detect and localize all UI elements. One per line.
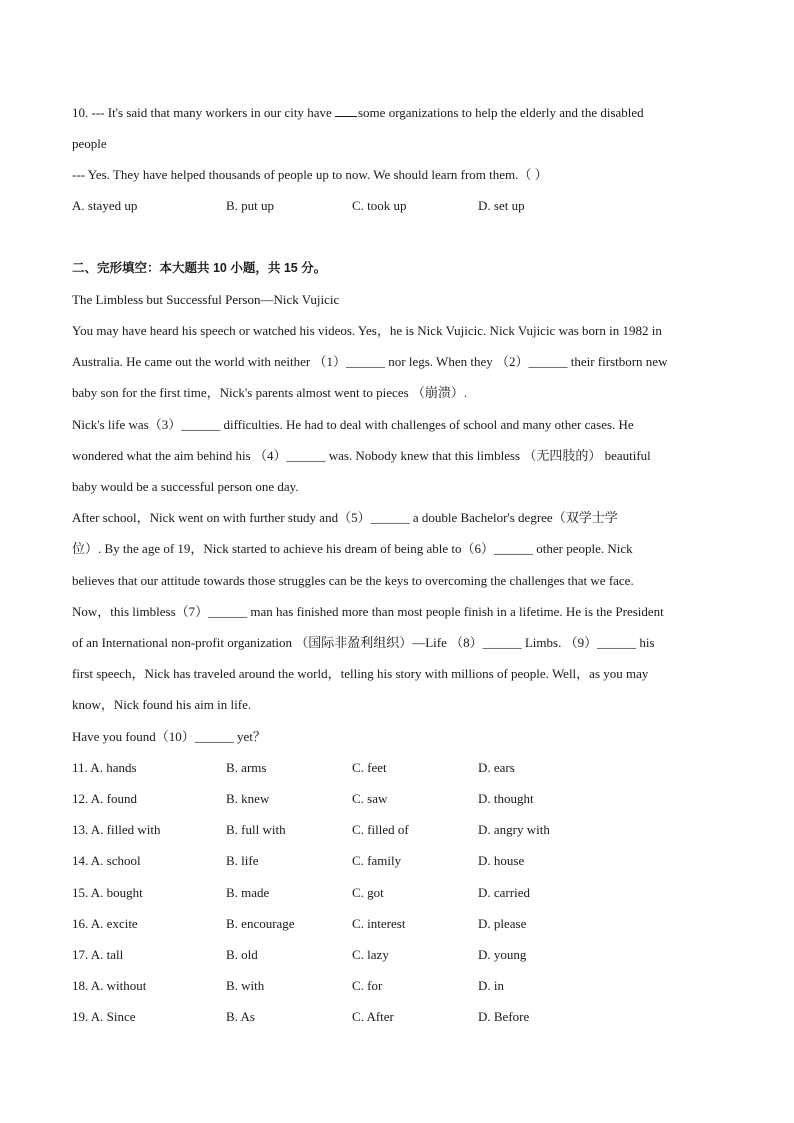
passage-line: know，Nick found his aim in life.: [72, 697, 252, 712]
passage-line: first speech，Nick has traveled around the world，telling his story with millions of people. Well，as you may: [72, 666, 649, 681]
option-a: 16. A. excite: [72, 916, 138, 931]
option-c: C. After: [352, 1009, 394, 1024]
option-a: 19. A. Since: [72, 1009, 136, 1024]
q10-line-3: --- Yes. They have helped thousands of people up to now. We should learn from them.（ ）: [72, 167, 548, 182]
passage-line: of an International non-profit organization （国际非盈利组织）—Life （8）______ Limbs. （9）______ his: [72, 635, 655, 650]
passage-line: After school，Nick went on with further study and（5）______ a double Bachelor's degree（双学士学: [72, 510, 618, 525]
passage-line: Nick's life was（3）______ difficulties. He had to deal with challenges of school and many other cases. He: [72, 417, 634, 432]
option-b: B. with: [226, 978, 265, 993]
option-d: D. house: [478, 853, 525, 868]
option-d: D. thought: [478, 791, 534, 806]
option-c: C. interest: [352, 916, 406, 931]
q10-stem: 10. --- It's said that many workers in our city have: [72, 105, 335, 120]
section-heading: 二、完形填空：本大题共 10 小题，共 15 分。: [72, 261, 327, 275]
option-d: D. ears: [478, 760, 515, 775]
option-d: D. in: [478, 978, 504, 993]
option-a: 14. A. school: [72, 853, 141, 868]
option-a: 17. A. tall: [72, 947, 124, 962]
passage-line: Now，this limbless（7）______ man has finished more than most people finish in a lifetime. He is the President: [72, 604, 664, 619]
option-c: C. got: [352, 885, 384, 900]
option-d: D. set up: [478, 198, 525, 213]
option-b: B. life: [226, 853, 259, 868]
option-d: D. carried: [478, 885, 530, 900]
option-b: B. made: [226, 885, 270, 900]
option-b: B. arms: [226, 760, 267, 775]
option-c: C. family: [352, 853, 402, 868]
option-c: C. feet: [352, 760, 387, 775]
option-c: C. lazy: [352, 947, 389, 962]
passage-title: The Limbless but Successful Person—Nick Vujicic: [72, 292, 340, 307]
q10-line-2: people: [72, 136, 107, 151]
passage-line: Australia. He came out the world with neither （1）______ nor legs. When they （2）______ their firstborn new: [72, 354, 668, 369]
passage-line: 位）. By the age of 19，Nick started to achieve his dream of being able to（6）______ other people. Nick: [72, 541, 633, 556]
option-c: C. saw: [352, 791, 388, 806]
passage-line: baby would be a successful person one day.: [72, 479, 299, 494]
option-b: B. put up: [226, 198, 275, 213]
option-b: B. encourage: [226, 916, 295, 931]
option-a: 11. A. hands: [72, 760, 137, 775]
option-a: 13. A. filled with: [72, 822, 161, 837]
option-b: B. knew: [226, 791, 270, 806]
passage-line: believes that our attitude towards those struggles can be the keys to overcoming the challenges that we face.: [72, 573, 634, 588]
option-a: 18. A. without: [72, 978, 147, 993]
passage-line: baby son for the first time，Nick's parents almost went to pieces （崩溃）.: [72, 385, 468, 400]
option-d: D. angry with: [478, 822, 550, 837]
option-b: B. full with: [226, 822, 286, 837]
option-c: C. for: [352, 978, 383, 993]
passage-line: wondered what the aim behind his （4）______ was. Nobody knew that this limbless （无四肢的） beautiful: [72, 448, 651, 463]
option-a: A. stayed up: [72, 198, 138, 213]
passage-line: You may have heard his speech or watched his videos. Yes，he is Nick Vujicic. Nick Vujicic was born in 1982 in: [72, 323, 662, 338]
q10-line-1: [72, 97, 722, 128]
option-c: C. took up: [352, 198, 407, 213]
option-a: 12. A. found: [72, 791, 137, 806]
option-a: 15. A. bought: [72, 885, 143, 900]
option-d: D. young: [478, 947, 527, 962]
option-b: B. As: [226, 1009, 255, 1024]
q10-stem-cont: some organizations to help the elderly and the disabled: [358, 105, 644, 120]
option-c: C. filled of: [352, 822, 409, 837]
passage-line: Have you found（10）______ yet？: [72, 729, 266, 744]
answer-blank: [335, 106, 357, 117]
option-d: D. please: [478, 916, 527, 931]
option-b: B. old: [226, 947, 258, 962]
option-d: D. Before: [478, 1009, 530, 1024]
